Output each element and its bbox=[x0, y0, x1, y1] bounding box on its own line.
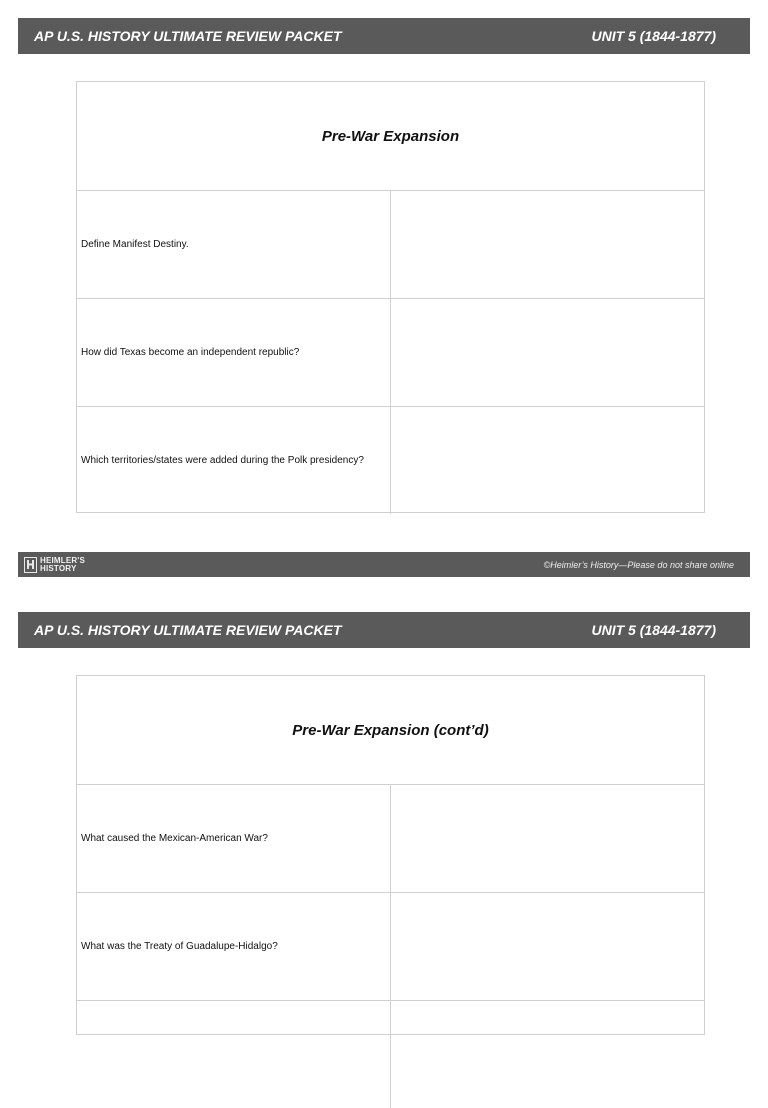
table-row bbox=[77, 1001, 704, 1108]
table-title: Pre-War Expansion bbox=[77, 82, 704, 191]
question-cell: What caused the Mexican-American War? bbox=[77, 785, 391, 892]
table-row bbox=[77, 407, 704, 514]
review-table bbox=[76, 675, 705, 1035]
answer-cell[interactable] bbox=[391, 785, 704, 892]
answer-cell[interactable] bbox=[391, 1001, 704, 1108]
question-cell: What was the Treaty of Guadalupe-Hidalgo? bbox=[77, 893, 391, 1000]
logo-line-2: HISTORY bbox=[40, 563, 77, 573]
review-table bbox=[76, 81, 705, 513]
table-row bbox=[77, 893, 704, 1001]
page-header bbox=[18, 612, 750, 648]
table-row bbox=[77, 191, 704, 299]
page-header bbox=[18, 18, 750, 54]
page-footer bbox=[18, 552, 750, 577]
heimlers-logo-icon bbox=[24, 557, 37, 573]
logo-line-1: HEIMLER'S bbox=[40, 555, 86, 565]
table-title: Pre-War Expansion (cont’d) bbox=[77, 676, 704, 785]
answer-cell[interactable] bbox=[391, 893, 704, 1000]
question-cell bbox=[77, 1001, 391, 1108]
answer-cell[interactable] bbox=[391, 299, 704, 406]
heimlers-logo bbox=[24, 557, 85, 573]
copyright-notice: ©Heimler’s History—Please do not share online bbox=[543, 559, 734, 570]
answer-cell[interactable] bbox=[391, 191, 704, 298]
question-cell: Define Manifest Destiny. bbox=[77, 191, 391, 298]
packet-title: AP U.S. HISTORY ULTIMATE REVIEW PACKET bbox=[34, 622, 342, 638]
table-row bbox=[77, 785, 704, 893]
unit-label: UNIT 5 (1844-1877) bbox=[591, 28, 716, 44]
answer-cell[interactable] bbox=[391, 407, 704, 514]
packet-title: AP U.S. HISTORY ULTIMATE REVIEW PACKET bbox=[34, 28, 342, 44]
unit-label: UNIT 5 (1844-1877) bbox=[591, 622, 716, 638]
table-row bbox=[77, 299, 704, 407]
question-cell: How did Texas become an independent republic? bbox=[77, 299, 391, 406]
question-cell: Which territories/states were added during the Polk presidency? bbox=[77, 407, 391, 514]
